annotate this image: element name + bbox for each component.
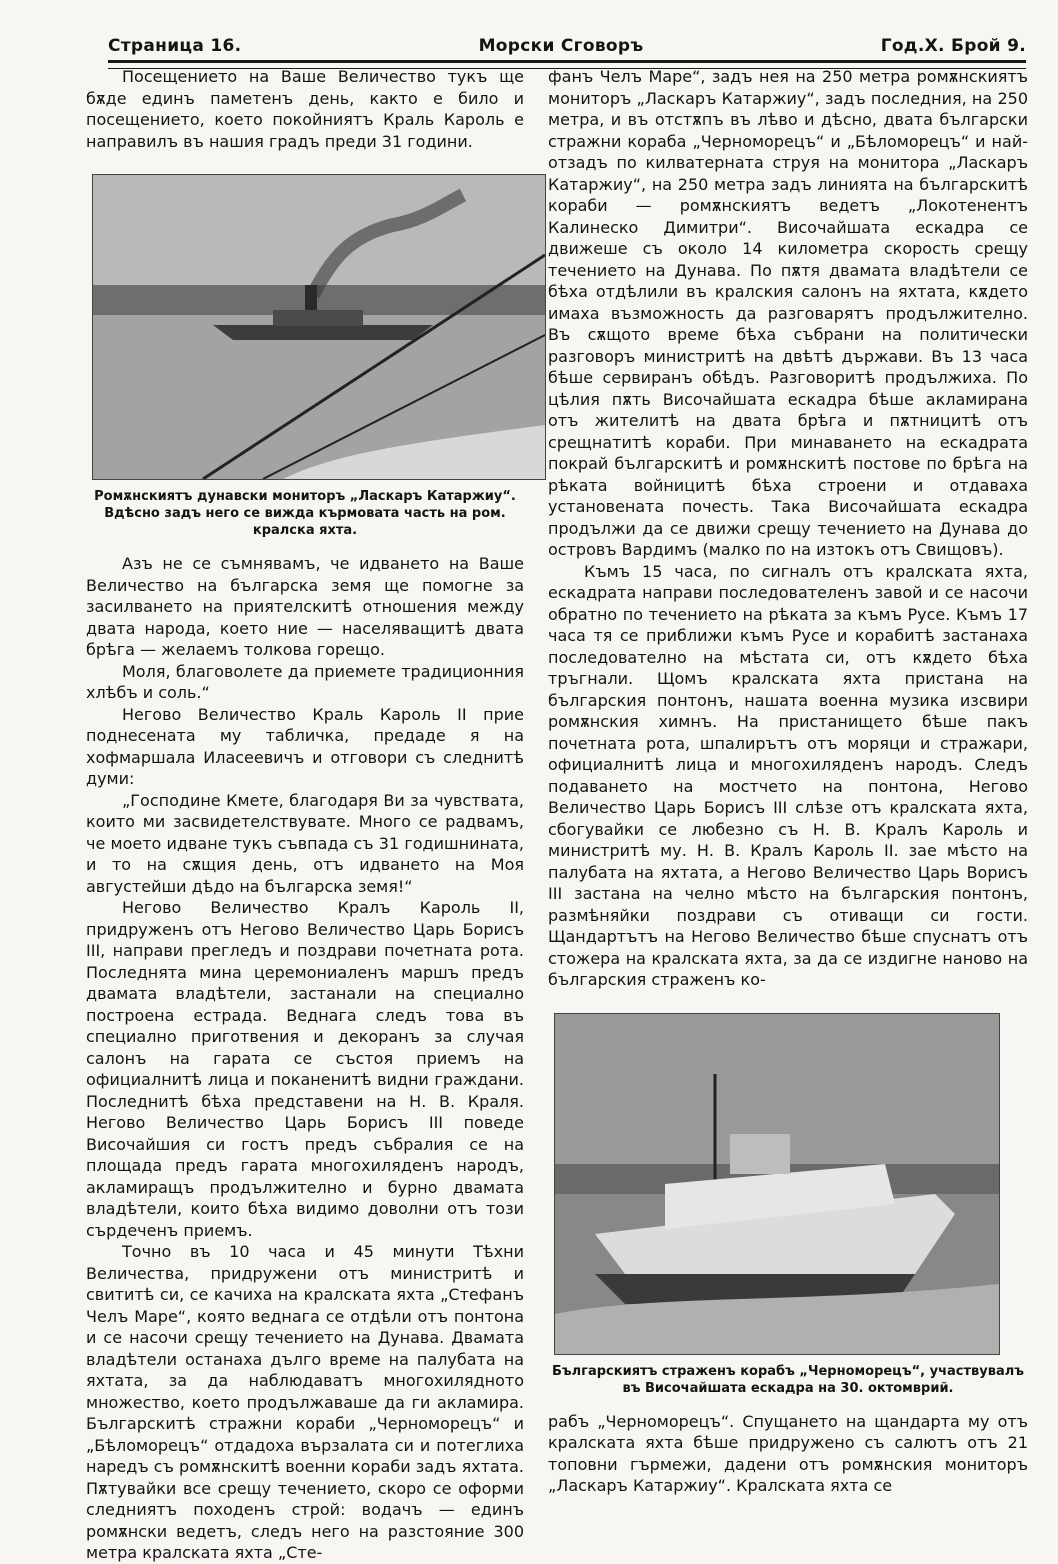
page-header [108,22,1026,63]
paragraph: фанъ Челъ Маре“, задъ нея на 250 метра ромѫнскиятъ мониторъ „Ласкаръ Катаржиу“, задъ последния, на 250 метра, и въ отстѫпъ въ лѣво и дѣсно, двата български стражни кораба „Черноморецъ“ и „Бѣломорецъ“ и най-отзадъ по килватерната струя на монитора „Ласкаръ Катаржиу“, на 250 метра задъ линията на българскитѣ кораби — ромѫнскиятъ ведетъ „Локотенентъ Калинеско Димитри“. Височайшата ескадра се движеше съ около 14 километра скорость срещу течението на Дунава. По пѫтя двамата владѣтели се бѣха отдѣлили въ кралския салонъ на яхтата, кѫдето имаха възможность да разговарятъ продължително. Въ сѫщото време бѣха събрани на политически разговоръ министритѣ на двѣтѣ държави. Въ 13 часа бѣше сервиранъ обѣдъ. Разговоритѣ продължиха. По цѣлия пѫть Височайшата ескадра бѣше акламирана отъ жителитѣ на двата брѣга и пѫтницитѣ отъ срещнатитѣ кораби. При минаването на ескадрата покрай българскитѣ и ромѫнскитѣ постове по брѣга на рѣката войницитѣ бѣха строени и отдаваха установената почесть. Така Височайшата ескадра продължи да се движи срещу течението на Дунава до островъ Вардимъ (малко по на изтокъ отъ Свищовъ). [548,67,1028,559]
paragraph: Азъ не се съмнявамъ, че идването на Ваше Величество на българска земя ще помогне за засилването на приятелскитѣ отношения между двата народа, което ние — населяващитѣ двата брѣга — желаемъ толкова горещо. [86,554,524,659]
paragraph: „Господине Кмете, благодаря Ви за чувствата, които ми засвидетелствувате. Много се радвамъ, че моето идване тукъ съвпада съ 31 годишнината, и то на сѫщия день, отъ идването на Моя августейши дѣдо на българска земя!“ [86,790,524,896]
paragraph: рабъ „Черноморецъ“. Спущането на щандарта му отъ кралската яхта бѣше придружено съ салютъ отъ 21 топовни гърмежи, дадени отъ ромѫнския мониторъ „Ласкаръ Катаржиу“. Кралската яхта се [548,1411,1028,1495]
page-number: Страница 16. [108,36,242,56]
paragraph: Точно въ 10 часа и 45 минути Тѣхни Величества, придружени отъ министритѣ и свититѣ си, се качиха на кралската яхта „Стефанъ Челъ Маре“, която веднага се отдѣли отъ понтона и се насочи срещу течението на Дунава. Двамата владѣтели останаха дълго време на палубата на яхтата, за да наблюдаватъ многохилядното множество, което продължаваше да ги акламира. Българскитѣ стражни кораби „Черноморецъ“ и „Бѣломорецъ“ отдадоха вързалата си и потеглиха нарeдъ съ ромѫнскитѣ военни кораби задъ яхтата. Пѫтувайки все срещу течението, скоро се оформи следниятъ походенъ строй: водачъ — единъ ромѫнски ведетъ, следъ него на разстояние 300 метра кралската яхта „Сте- [86,1242,524,1562]
paragraph: Негово Величество Кралъ Кароль II, придруженъ отъ Негово Величество Царь Борисъ III, направи прегледъ и поздрави почетната рота. Последнята мина церемониаленъ маршъ предъ двамата владѣтели, застанали на специално построена естрада. Веднага следъ това въ специално приготвения и декоранъ за случая салонъ на гарата се състоя приемъ на официалнитѣ лица и поканенитѣ видни граждани. Последнитѣ бѣха представени на Н. В. Краля. Негово Величество Царь Борисъ III поведе Височайшия си гостъ предъ събралия се на площада предъ гарата многохилядeнъ народъ, акламиращъ продължително и бурно двамата владѣтели, които бѣха видимо доволни отъ този сърдеченъ приемъ. [86,898,524,1240]
paragraph: Негово Величество Краль Кароль II прие поднесената му табличка, предаде я на хофмаршала Иласеевичъ и отговори съ следнитѣ думи: [86,704,524,788]
monitor-photo-caption: Ромѫнскиятъ дунавски мониторъ „Ласкаръ Катаржиу“. Вдѣсно задъ него се вижда кърмовата часть на ром. кралска яхта. [94,489,516,538]
left-column [86,66,524,1564]
cherno-morets-photo [554,1013,1000,1355]
journal-title: Морски Сговоръ [478,36,644,56]
paragraph: Къмъ 15 часа, по сигналъ отъ кралската яхта, ескадрата направи последователенъ завой и се насочи обратно по течението на рѣката за къмъ Русе. Къмъ 17 часа тя се приближи къмъ Русе и корабитѣ застанаха последователно на мѣстата си, отъ кѫдето бѣха тръгнали. Щомъ кралската яхта пристана на българския понтонъ, нашата военна музика изсвири ромѫнския химнъ. На пристанището бѣше пакъ почетната рота, шпалирътъ отъ моряци и стражари, официалнитѣ лица и многохилядeнъ народъ. Следъ подаването на мостчето на понтона, Негово Величество Царь Борисъ III слѣзе отъ кралската яхта, сбогувайки се любезно съ Н. В. Кралъ Кароль и министритѣ му. Н. В. Кралъ Кароль II. зае мѣсто на палубата на яхтата, а Негово Величество Царь Ворисъ III застана на челно мѣсто на българския понтонъ, размѣняйки поздрави съ отиващи си гости. Щандартътъ на Негово Величество бѣше спуснатъ отъ стожера на кралската яхта, за да се издигне наново на българския страженъ ко- [548,561,1028,989]
cherno-morets-photo-image [555,1014,999,1354]
right-column [548,66,1028,1497]
issue-number: Год.X. Брой 9. [880,36,1026,56]
paragraph: Посещението на Ваше Величество тукъ ще бѫде единъ паметенъ день, както е било и посещението, което покойниятъ Краль Кароль е направилъ въ нашия градъ преди 31 години. [86,67,524,151]
monitor-photo [92,174,546,480]
cherno-morets-photo-caption: Българскиятъ страженъ корабъ „Черноморецъ“, участвувалъ въ Височайшата ескадра на 30. октомврий. [551,1363,1025,1396]
monitor-photo-image [93,175,545,479]
paragraph: Моля, благоволете да приемете традиционния хлѣбъ и соль.“ [86,661,524,702]
